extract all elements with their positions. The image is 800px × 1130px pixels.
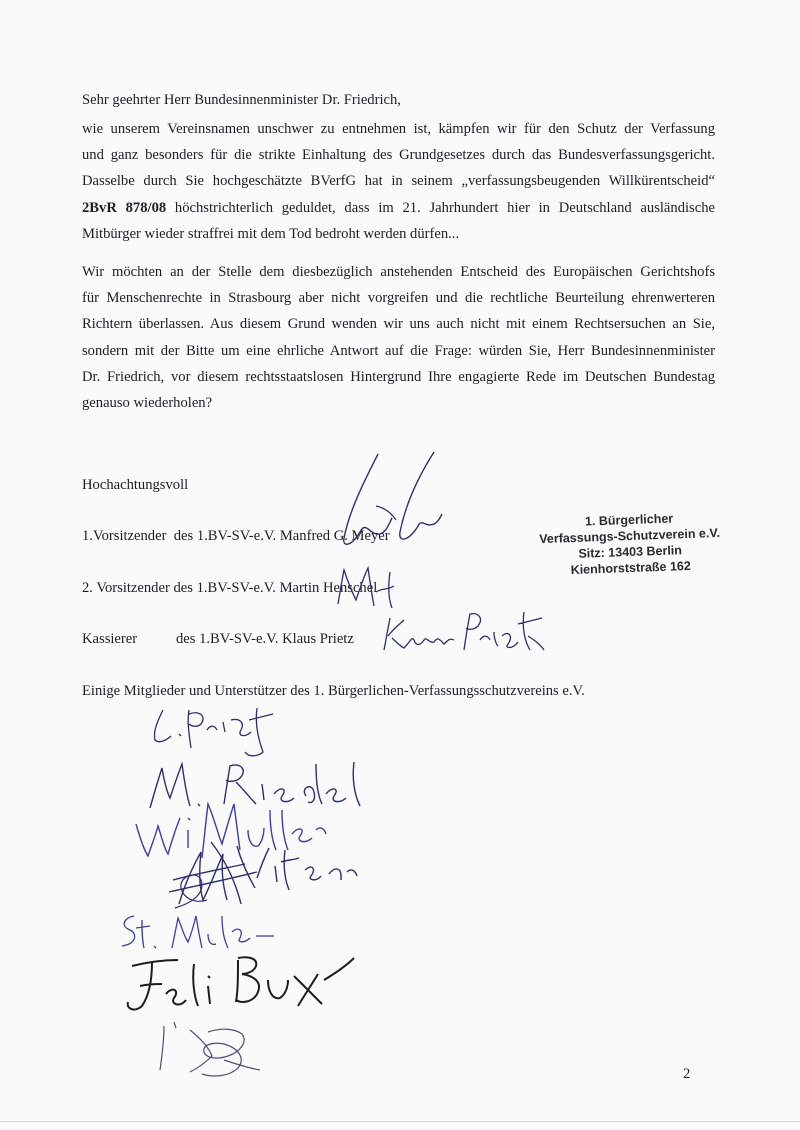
paragraph-2-line: Richtern überlassen. Aus diesem Grund wenden wir uns auch nicht mit einem Rechtsersuchen an Sie, — [82, 316, 715, 333]
signatory-name: des 1.BV-SV-e.V. Martin Henschel — [173, 580, 378, 596]
signature-supporter-felix-bux — [118, 950, 378, 1020]
salutation: Sehr geehrter Herr Bundesinnenminister Dr. Friedrich, — [82, 92, 401, 108]
paragraph-2-line: sondern mit der Bitte um eine ehrliche Antwort auf die Frage: würden Sie, Herr Bundesinnenminister — [82, 342, 715, 359]
signature-supporter-st-mueller — [112, 908, 282, 952]
paragraph-1-line: Dasselbe durch Sie hochgeschätzte BVerfG hat in seinem „verfassungsbeugenden Willkürentscheid“ — [82, 173, 715, 190]
paragraph-2-line: Dr. Friedrich, vor diesem rechtsstaatslosen Hintergrund Ihre engagierte Rede im Deutschen Bundestag — [82, 368, 715, 385]
supporters-intro: Einige Mitglieder und Unterstützer des 1. Bürgerlichen-Verfassungsschutzvereins e.V. — [82, 683, 585, 699]
stamp-line: 1. Bürgerlicher — [584, 511, 674, 529]
closing: Hochachtungsvoll — [82, 477, 189, 493]
paragraph-2-line: für Menschenrechte in Strasbourg aber nicht vorgreifen und die rechtliche Beurteilung ehrenwerteren — [82, 290, 715, 307]
paragraph-1-line: Mitbürger wieder straffrei mit dem Tod bedroht werden dürfen... — [82, 225, 460, 242]
signatory-name: des 1.BV-SV-e.V. Klaus Prietz — [176, 631, 354, 647]
signatory-name: des 1.BV-SV-e.V. Manfred G. Meyer — [173, 528, 390, 544]
stamp-line: Kienhorststraße 162 — [570, 558, 692, 578]
stamp-line: Verfassungs-Schutzverein e.V. — [538, 525, 721, 547]
signatory-row-treasurer — [82, 631, 354, 648]
paragraph-1-line: und ganz besonders für die strikte Einhaltung des Grundgesetzes durch das Bundesverfassungsgericht. — [82, 147, 715, 164]
case-reference: 2BvR 878/08 — [82, 199, 167, 216]
signature-henschel — [330, 562, 410, 612]
signature-supporter-kirsten — [165, 830, 365, 914]
page-bottom-edge — [0, 1121, 800, 1122]
signature-supporter-scribble — [150, 1012, 290, 1084]
signature-supporter-l-prietz — [145, 700, 295, 760]
stamp-line: Sitz: 13403 Berlin — [578, 543, 683, 561]
signature-prietz — [378, 606, 548, 658]
paragraph-1-line — [82, 195, 715, 221]
signatory-role: 1.Vorsitzender — [82, 528, 167, 544]
paragraph-1-line: wie unserem Vereinsnamen unschwer zu entnehmen ist, kämpfen wir für den Schutz der Verfassung — [82, 121, 715, 137]
paragraph-2-line: genauso wiederholen? — [82, 395, 213, 412]
signatory-role: 2. Vorsitzender — [82, 580, 170, 596]
paragraph-1 — [82, 116, 715, 247]
paragraph-2-line: Wir möchten an der Stelle dem diesbezüglich anstehenden Entscheid des Europäischen Gerichtshofs — [82, 264, 715, 280]
paragraph-2 — [82, 259, 715, 416]
association-stamp — [519, 508, 741, 586]
paragraph-1-line-rest: höchstrichterlich geduldet, dass im 21. Jahrhundert hier in Deutschland ausländische — [166, 199, 715, 216]
signatory-role: Kassierer — [82, 631, 138, 647]
signature-meyer — [330, 448, 450, 568]
page-number: 2 — [683, 1066, 691, 1082]
